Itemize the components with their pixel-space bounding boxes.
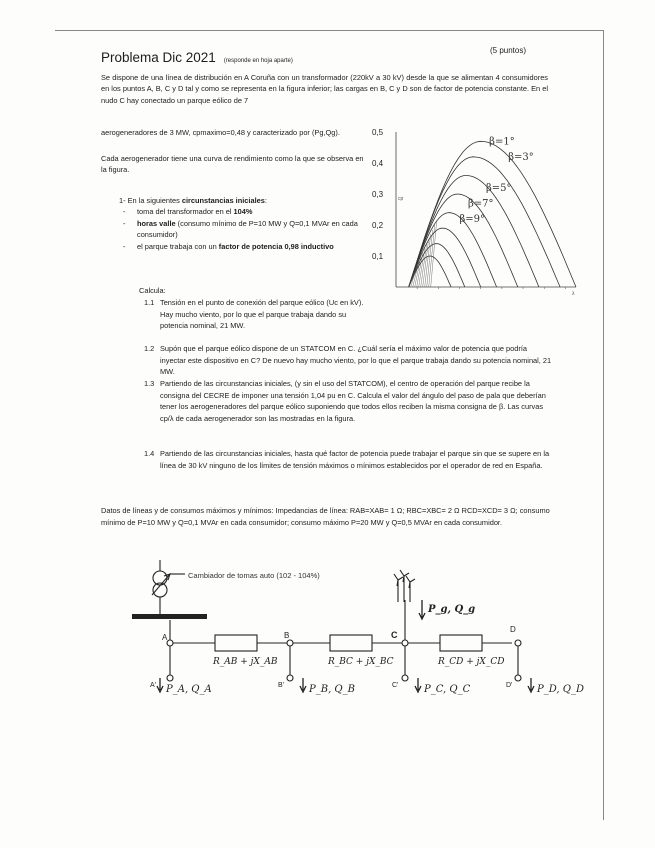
- intro-paragraph-2: aerogeneradores de 3 MW, cpmaximo=0,48 y caracterizado por (Pg,Qg).: [101, 128, 340, 137]
- chart-plot-area: [372, 128, 576, 297]
- impedance-cd-label: R_CD + jX_CD: [438, 657, 505, 667]
- question-1-3: 1.3 Partiendo de las circunstancias iniciales, (y sin el uso del STATCOM), el centro de operación del parque recibe la consigna del CECRE de imponer una tensión 1,04 pu en C. Calcula el valor del ángulo del paso de pala que deberían tener los aerogeneradores del parque eólico suponiendo que todos ellos reciben la misma consigna de β. Las curvas cp/λ de cada aerogenerador son las mostradas en la figura.: [144, 379, 546, 423]
- load-arrow-icon: [415, 678, 421, 692]
- dense-region-line: [409, 272, 415, 288]
- load-arrow-icon: [300, 678, 306, 692]
- points-label: (5 puntos): [490, 46, 527, 55]
- node-label-c: C: [391, 630, 398, 640]
- title-text: Problema Dic 2021: [101, 50, 216, 65]
- curve-label: β=3°: [508, 151, 534, 163]
- node-label-d: D: [510, 625, 516, 634]
- y-axis-label: cp: [398, 196, 404, 203]
- page-edge-top: [55, 30, 603, 31]
- curves-paragraph: Cada aerogenerador tiene una curva de rendimiento como la que se observa en la figura.: [101, 154, 364, 175]
- load-arrow-icon: [528, 678, 534, 692]
- tap-changer-label: Cambiador de tomas auto (102 - 104%): [188, 571, 320, 580]
- load-node-label-d: D': [506, 682, 513, 689]
- load-node-label-b: B': [278, 682, 285, 689]
- load-node-label-a: A': [150, 682, 157, 689]
- impedance-bc-box: [330, 635, 372, 651]
- problem-title: [101, 50, 293, 65]
- cp-curve: [409, 194, 518, 287]
- node-label-b: B: [284, 631, 290, 640]
- node-label-a: A: [162, 633, 168, 642]
- title-note: (responde en hoja aparte): [223, 58, 293, 64]
- calc-label: Calcula:: [139, 286, 166, 295]
- question-1-2: 1.2 Supón que el parque eólico dispone de un STATCOM en C. ¿Cuál sería el máximo valor de potencia que podría inyectar este dispositivo en C? De nuevo hay mucho viento, por lo que el parque trabaja dando su potencia nominal, 21 MW.: [144, 344, 552, 376]
- load-label-a: P_A, Q_A: [166, 684, 212, 695]
- node-d: [515, 640, 521, 681]
- y-tick-label: 0,1: [372, 252, 384, 261]
- load-node-label-c: C': [392, 682, 399, 689]
- node-a: [167, 640, 173, 681]
- impedance-bc-label: R_BC + jX_BC: [328, 657, 394, 667]
- load-label-b: P_B, Q_B: [309, 684, 355, 695]
- curve-label: β=1°: [489, 136, 515, 148]
- page-edge-right: [603, 30, 604, 820]
- wind-turbine-icon: [394, 570, 415, 602]
- impedance-ab-label: R_AB + jX_AB: [213, 657, 278, 667]
- circumstances-heading: 1- En la siguientes circunstancias iniciales:: [119, 196, 267, 205]
- load-label-c: P_C, Q_C: [424, 684, 471, 695]
- circumstance-item: - toma del transformador en el 104%: [119, 206, 359, 217]
- single-line-diagram: [100, 560, 584, 710]
- curve-label: β=9°: [459, 213, 486, 225]
- node-b: [287, 640, 293, 681]
- y-tick-label: 0,3: [372, 190, 384, 199]
- question-1-4: 1.4 Partiendo de las circunstancias iniciales, hasta qué factor de potencia puede trabajar el parque sin que se supere en la línea de 30 kV ninguno de los límites de tensión máximos o mínimos establecidos por el operador de red en España.: [144, 449, 550, 470]
- curve-label: β=5°: [486, 182, 512, 194]
- y-tick-label: 0,2: [372, 221, 384, 230]
- dense-region-line: [431, 220, 437, 287]
- generation-label: P_g, Q_g: [428, 604, 476, 615]
- intro-paragraph: Se dispone de una línea de distribución en A Coruña con un transformador (220kV a 30 kV) desde la que se alimentan 4 consumidores en los puntos A, B, C y D tal y como se representa en la figura inferior; las cargas en B, C y D son de factor de potencia constante. En el nudo C hay conectado un parque eólico de 7: [101, 73, 548, 105]
- node-c: [402, 600, 408, 681]
- impedance-cd-box: [440, 635, 482, 651]
- cp-lambda-chart: [370, 120, 585, 300]
- load-arrow-icon: [157, 678, 163, 692]
- y-tick-label: 0,4: [372, 159, 384, 168]
- y-tick-label: 0,5: [372, 128, 384, 137]
- question-1-1: 1.1 Tensión en el punto de conexión del parque eólico (Uc en kV). Hay mucho viento, por lo que el parque trabaja dando su potencia nominal, 21 MW.: [144, 298, 364, 330]
- impedance-ab-box: [215, 635, 257, 651]
- load-label-d: P_D, Q_D: [537, 684, 584, 695]
- circumstance-item: - horas valle (consumo mínimo de P=10 MW y Q=0,1 MVAr en cada consumidor): [119, 218, 359, 241]
- busbar: [132, 614, 207, 619]
- generation-arrow-icon: [419, 600, 425, 619]
- curve-label: β=7°: [468, 198, 494, 210]
- x-axis-label: λ: [572, 291, 575, 297]
- circumstance-item: - el parque trabaja con un factor de potencia 0,98 inductivo: [119, 241, 359, 252]
- line-data-paragraph: Datos de líneas y de consumos máximos y mínimos: Impedancias de línea: RAB=XAB= 1 Ω; RBC=XBC= 2 Ω RCD=XCD= 3 Ω; consumo mínimo de P=10 MW y Q=0,1 MVAr en cada consumidor; consumo máximo P=20 MW y Q=0,5 MVAr en cada consumidor.: [101, 506, 550, 527]
- initial-circumstances: [119, 195, 359, 252]
